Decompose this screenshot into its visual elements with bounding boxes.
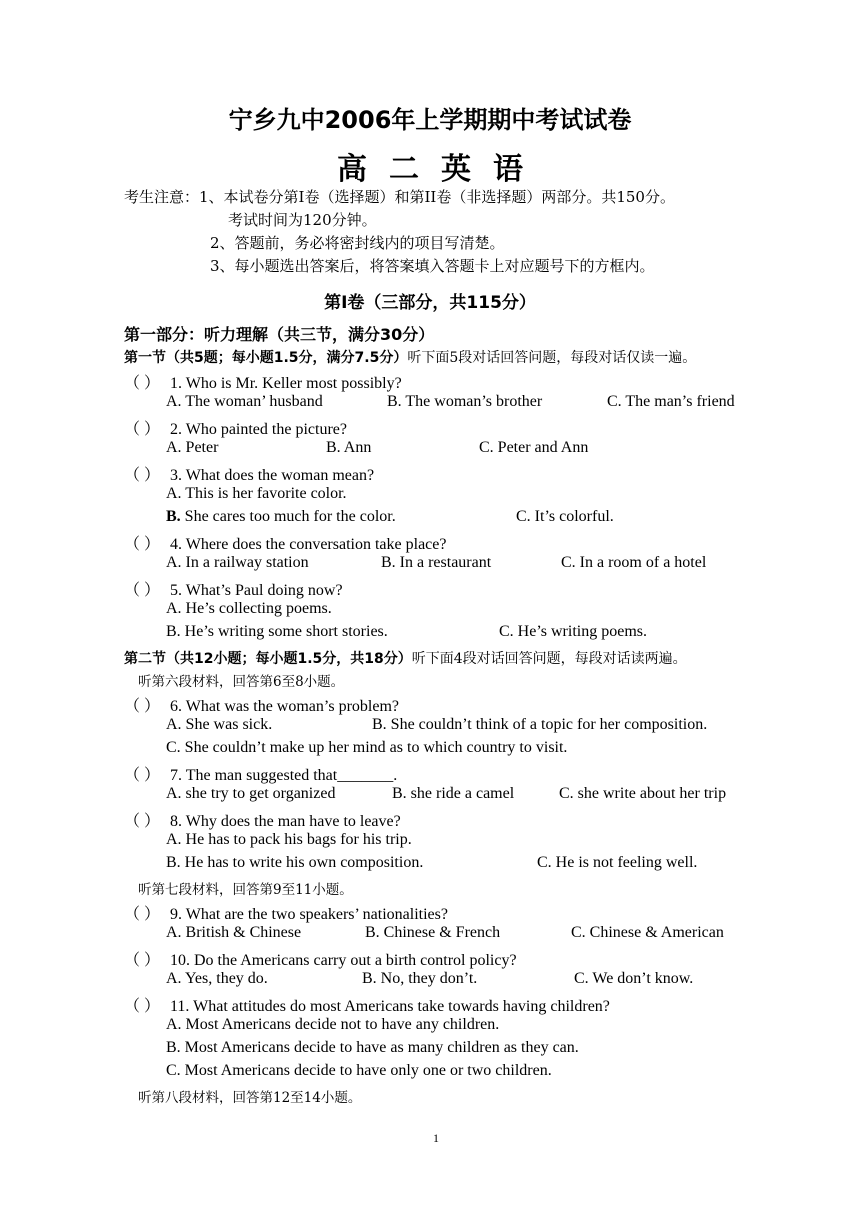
question-7	[124, 762, 397, 785]
q11-option-a: A. Most Americans decide not to have any children.	[166, 1016, 500, 1033]
material-8-instruction: 听第八段材料，回答第12至14小题。	[138, 1090, 362, 1106]
option-b-label: B.	[166, 508, 181, 525]
volume-1-heading: 第I卷（三部分，共115分）	[324, 293, 536, 313]
question-stem: 4. Where does the conversation take place?	[170, 536, 447, 553]
q4-option-a: A. In a railway station	[166, 554, 309, 571]
q3-option-c: C. It’s colorful.	[516, 508, 614, 525]
page-number: 1	[433, 1131, 439, 1145]
question-stem: 11. What attitudes do most Americans take towards having children?	[170, 998, 610, 1015]
answer-blank: （ ）	[124, 582, 161, 599]
question-1	[124, 370, 402, 393]
exam-title: 宁乡九中2006年上学期期中考试试卷	[228, 106, 632, 134]
question-8	[124, 808, 401, 831]
q3-option-a: A. This is her favorite color.	[166, 485, 347, 502]
part-1-heading: 第一部分：听力理解（共三节，满分30分）	[124, 325, 435, 344]
question-stem: 3. What does the woman mean?	[170, 467, 375, 484]
q10-option-c: C. We don’t know.	[574, 970, 694, 987]
q8-option-b: B. He has to write his own composition.	[166, 854, 424, 871]
option-b-text: She cares too much for the color.	[180, 508, 396, 525]
notes-line-1	[124, 186, 675, 207]
question-stem: 2. Who painted the picture?	[170, 421, 347, 438]
section-2-heading	[124, 648, 687, 668]
q5-option-a: A. He’s collecting poems.	[166, 600, 332, 617]
q10-option-a: A. Yes, they do.	[166, 970, 268, 987]
q6-option-b: B. She couldn’t think of a topic for her composition.	[372, 716, 708, 733]
answer-blank: （ ）	[124, 421, 161, 438]
q6-option-c: C. She couldn’t make up her mind as to which country to visit.	[166, 739, 568, 756]
question-6	[124, 693, 399, 716]
q7-option-a: A. she try to get organized	[166, 785, 336, 802]
question-stem: 1. Who is Mr. Keller most possibly?	[170, 375, 402, 392]
question-11	[124, 993, 610, 1016]
note-1: 1、本试卷分第I卷（选择题）和第II卷（非选择题）两部分。共150分。	[199, 188, 675, 206]
q4-option-b: B. In a restaurant	[381, 554, 492, 571]
q5-option-b: B. He’s writing some short stories.	[166, 623, 388, 640]
q2-option-a: A. Peter	[166, 439, 219, 456]
q3-option-b	[166, 508, 396, 526]
material-6-instruction: 听第六段材料，回答第6至8小题。	[138, 674, 345, 690]
q6-option-a: A. She was sick.	[166, 716, 273, 733]
question-5	[124, 577, 343, 600]
answer-blank: （ ）	[124, 467, 161, 484]
answer-blank: （ ）	[124, 952, 161, 969]
q11-option-c: C. Most Americans decide to have only one or two children.	[166, 1062, 552, 1079]
material-7-instruction: 听第七段材料，回答第9至11小题。	[138, 882, 353, 898]
q2-option-b: B. Ann	[326, 439, 372, 456]
answer-blank: （ ）	[124, 767, 161, 784]
note-3: 3、每小题选出答案后，将答案填入答题卡上对应题号下的方框内。	[210, 257, 655, 275]
subject-title: 高二英语	[337, 152, 545, 187]
question-stem: 8. Why does the man have to leave?	[170, 813, 401, 830]
q9-option-a: A. British & Chinese	[166, 924, 302, 941]
section-1-title: 第一节（共5题；每小题1.5分，满分7.5分）	[124, 350, 408, 366]
q9-option-b: B. Chinese & French	[365, 924, 501, 941]
question-2	[124, 416, 347, 439]
q4-option-c: C. In a room of a hotel	[561, 554, 707, 571]
question-stem: 6. What was the woman’s problem?	[170, 698, 399, 715]
answer-blank: （ ）	[124, 906, 161, 923]
q7-option-c: C. she write about her trip	[559, 785, 727, 802]
note-1-cont: 考试时间为120分钟。	[228, 211, 377, 229]
question-9	[124, 901, 448, 924]
answer-blank: （ ）	[124, 813, 161, 830]
question-stem: 5. What’s Paul doing now?	[170, 582, 343, 599]
section-1-instructions: 听下面5段对话回答问题，每段对话仅读一遍。	[407, 350, 697, 366]
question-stem: 9. What are the two speakers’ nationalities?	[170, 906, 448, 923]
question-stem: 7. The man suggested that_______.	[170, 767, 398, 784]
answer-blank: （ ）	[124, 698, 161, 715]
section-2-title: 第二节（共12小题；每小题1.5分，共18分）	[124, 651, 412, 667]
q7-option-b: B. she ride a camel	[392, 785, 515, 802]
q8-option-c: C. He is not feeling well.	[537, 854, 698, 871]
question-4	[124, 531, 446, 554]
answer-blank: （ ）	[124, 375, 161, 392]
q1-option-a: A. The woman’ husband	[166, 393, 323, 410]
answer-blank: （ ）	[124, 998, 161, 1015]
q1-option-c: C. The man’s friend	[607, 393, 735, 410]
answer-blank: （ ）	[124, 536, 161, 553]
q1-option-b: B. The woman’s brother	[387, 393, 543, 410]
question-3	[124, 462, 374, 485]
question-stem: 10. Do the Americans carry out a birth control policy?	[170, 952, 517, 969]
q2-option-c: C. Peter and Ann	[479, 439, 589, 456]
note-2: 2、答题前，务必将密封线内的项目写清楚。	[210, 234, 505, 252]
q10-option-b: B. No, they don’t.	[362, 970, 478, 987]
notes-label: 考生注意：	[124, 188, 200, 206]
question-10	[124, 947, 517, 970]
section-1-heading	[124, 347, 696, 367]
q9-option-c: C. Chinese & American	[571, 924, 724, 941]
section-2-instructions: 听下面4段对话回答问题，每段对话读两遍。	[411, 651, 687, 667]
q5-option-c: C. He’s writing poems.	[499, 623, 647, 640]
q8-option-a: A. He has to pack his bags for his trip.	[166, 831, 412, 848]
q11-option-b: B. Most Americans decide to have as many children as they can.	[166, 1039, 579, 1056]
